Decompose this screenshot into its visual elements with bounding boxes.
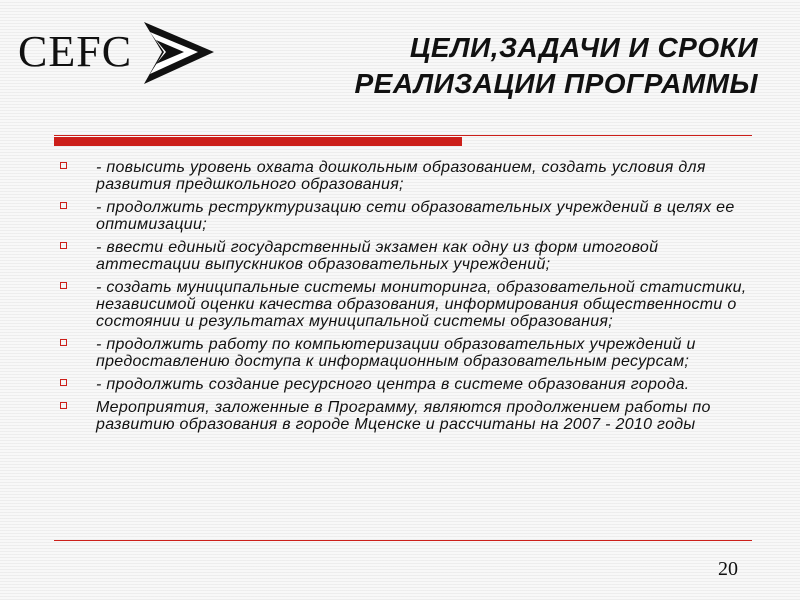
accent-bar	[54, 137, 462, 146]
list-item	[52, 199, 752, 233]
page-number: 20	[718, 558, 738, 580]
bullet-text: - продолжить создание ресурсного центра в системе образования города.	[96, 376, 690, 393]
header-divider	[54, 135, 752, 136]
bullet-list	[52, 159, 752, 439]
bullet-text: - повысить уровень охвата дошкольным образованием, создать условия для развития предшкольного образования;	[96, 159, 706, 193]
list-item	[52, 336, 752, 370]
title-line-2: РЕАЛИЗАЦИИ ПРОГРАММЫ	[354, 68, 758, 99]
square-bullet-icon	[60, 402, 67, 409]
square-bullet-icon	[60, 379, 67, 386]
list-item	[52, 159, 752, 193]
logo-text: CEFC	[18, 27, 133, 76]
bullet-text: - продолжить реструктуризацию сети образовательных учреждений в целях ее оптимизации;	[96, 199, 735, 233]
square-bullet-icon	[60, 282, 67, 289]
page-title	[238, 30, 758, 102]
square-bullet-icon	[60, 202, 67, 209]
list-item	[52, 279, 752, 330]
bullet-text: - продолжить работу по компьютеризации образовательных учреждений и предоставлению доступа к информационным образовательным ресурсам;	[96, 336, 696, 370]
arrow-logo-icon	[140, 18, 216, 88]
list-item	[52, 399, 752, 433]
list-item	[52, 376, 752, 393]
square-bullet-icon	[60, 339, 67, 346]
list-item	[52, 239, 752, 273]
title-line-1: ЦЕЛИ,ЗАДАЧИ И СРОКИ	[409, 32, 758, 63]
bullet-text: - создать муниципальные системы мониторинга, образовательной статистики, независимой оценки качества образования, информирования общественности о состоянии и результатах муниципальной системы образования;	[96, 279, 747, 330]
bullet-text: - ввести единый государственный экзамен как одну из форм итоговой аттестации выпускников образовательных учреждений;	[96, 239, 659, 273]
square-bullet-icon	[60, 162, 67, 169]
bullet-text: Мероприятия, заложенные в Программу, являются продолжением работы по развитию образования в городе Мценске и рассчитаны на 2007 - 2010 годы	[96, 399, 711, 433]
square-bullet-icon	[60, 242, 67, 249]
footer-divider	[54, 540, 752, 541]
